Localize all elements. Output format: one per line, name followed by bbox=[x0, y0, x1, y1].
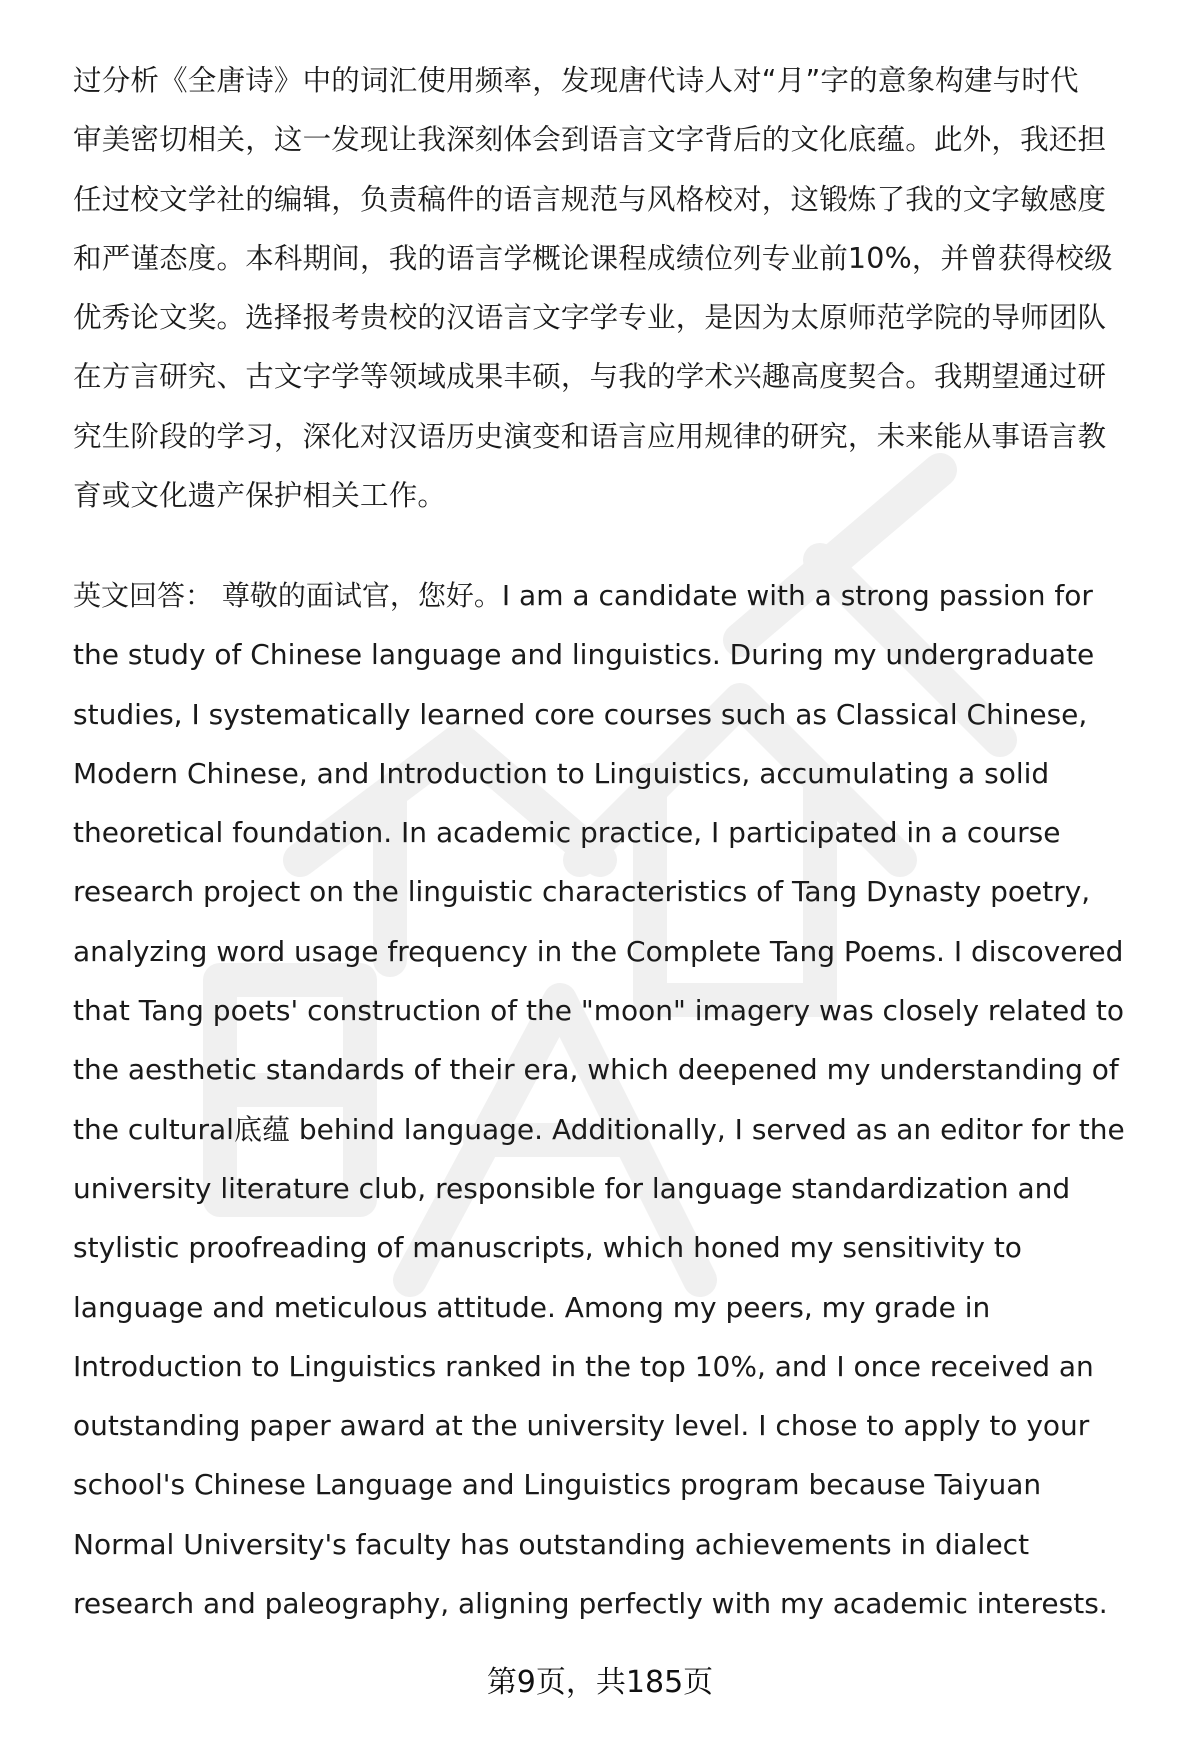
chinese-paragraph bbox=[73, 51, 1143, 525]
english-answer-line: the cultural底蕴 behind language. Additionally, I served as an editor for the bbox=[73, 1112, 1125, 1146]
english-answer-line: research and paleography, aligning perfectly with my academic interests. bbox=[73, 1587, 1108, 1621]
english-answer-line: that Tang poets' construction of the "moon" imagery was closely related to bbox=[73, 994, 1124, 1028]
english-answer-line: Normal University's faculty has outstanding achievements in dialect bbox=[73, 1527, 1030, 1561]
english-answer-line: theoretical foundation. In academic practice, I participated in a course bbox=[73, 816, 1061, 850]
page-number-footer: 第9页，共185页 bbox=[486, 1665, 714, 1700]
chinese-paragraph-line: 任过校文学社的编辑，负责稿件的语言规范与风格校对，这锻炼了我的文字敏感度 bbox=[73, 182, 1107, 216]
chinese-paragraph-line: 审美密切相关，这一发现让我深刻体会到语言文字背后的文化底蕴。此外，我还担 bbox=[73, 123, 1107, 157]
english-answer-line: Introduction to Linguistics ranked in the top 10%, and I once received an bbox=[73, 1349, 1094, 1383]
english-answer-line: the study of Chinese language and linguistics. During my undergraduate bbox=[73, 638, 1095, 672]
chinese-paragraph-line: 过分析《全唐诗》中的词汇使用频率，发现唐代诗人对“月”字的意象构建与时代 bbox=[73, 64, 1079, 97]
chinese-paragraph-line: 优秀论文奖。选择报考贵校的汉语言文字学专业，是因为太原师范学院的导师团队 bbox=[73, 301, 1107, 335]
chinese-paragraph-line: 育或文化遗产保护相关工作。 bbox=[73, 479, 447, 513]
english-answer-line: Modern Chinese, and Introduction to Linguistics, accumulating a solid bbox=[73, 756, 1050, 790]
english-answer-line: analyzing word usage frequency in the Complete Tang Poems. I discovered bbox=[73, 934, 1124, 968]
english-answer-line: outstanding paper award at the university level. I chose to apply to your bbox=[73, 1409, 1090, 1443]
chinese-paragraph-line: 究生阶段的学习，深化对汉语历史演变和语言应用规律的研究，未来能从事语言教 bbox=[73, 419, 1107, 453]
english-answer-line: research project on the linguistic characteristics of Tang Dynasty poetry, bbox=[73, 875, 1091, 909]
english-answer-line: school's Chinese Language and Linguistics program because Taiyuan bbox=[73, 1468, 1042, 1502]
english-answer-line: 英文回答： 尊敬的面试官，您好。I am a candidate with a strong passion for bbox=[73, 579, 1093, 612]
english-answer-line: university literature club, responsible for language standardization and bbox=[73, 1171, 1071, 1205]
english-answer-line: stylistic proofreading of manuscripts, which honed my sensitivity to bbox=[73, 1231, 1022, 1265]
english-answer-line: the aesthetic standards of their era, which deepened my understanding of bbox=[73, 1053, 1119, 1087]
english-answer-line: studies, I systematically learned core courses such as Classical Chinese, bbox=[73, 697, 1088, 731]
chinese-paragraph-line: 和严谨态度。本科期间，我的语言学概论课程成绩位列专业前10%，并曾获得校级 bbox=[73, 241, 1113, 275]
english-answer bbox=[73, 566, 1143, 1633]
english-answer-line: language and meticulous attitude. Among my peers, my grade in bbox=[73, 1290, 991, 1324]
chinese-paragraph-line: 在方言研究、古文字学等领域成果丰硕，与我的学术兴趣高度契合。我期望通过研 bbox=[73, 360, 1107, 394]
